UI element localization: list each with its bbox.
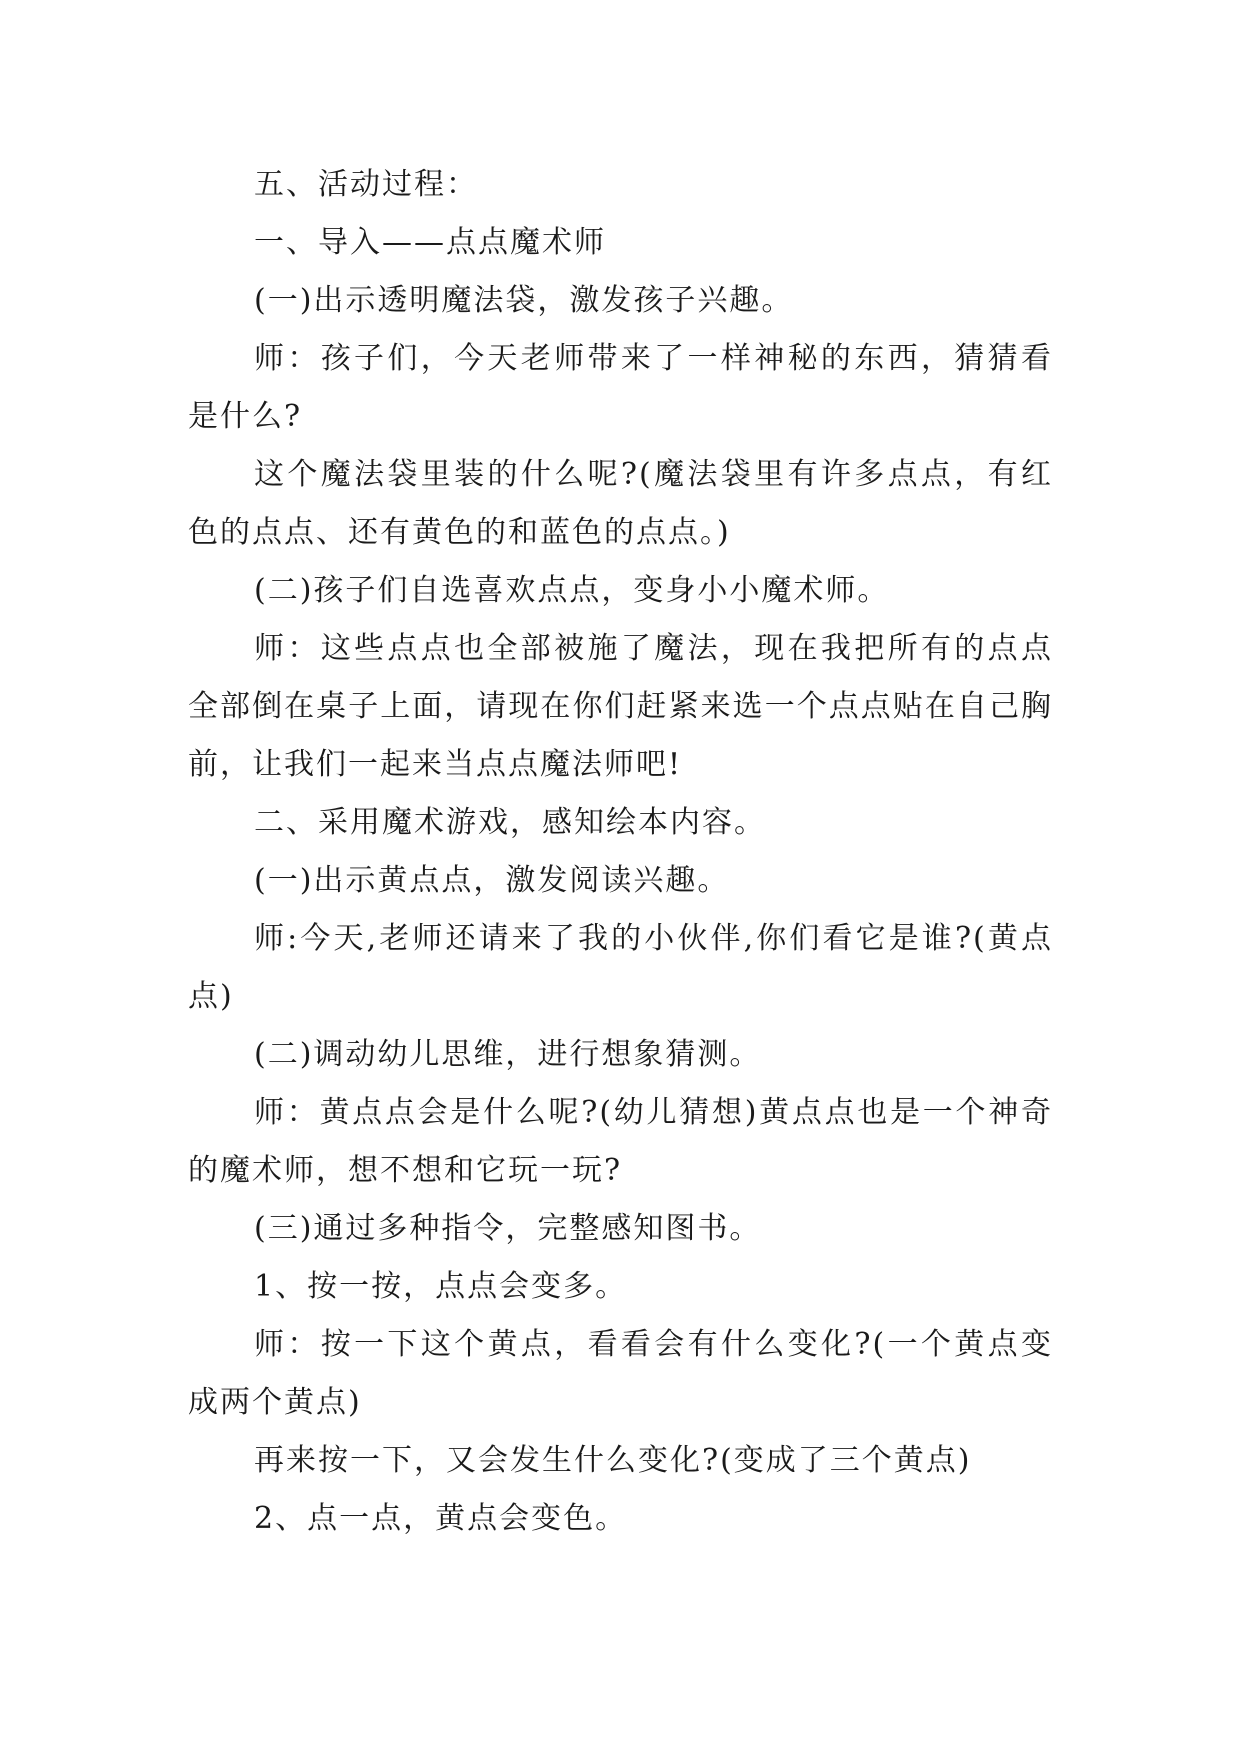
numbered-item: 2、点一点，黄点会变色。 [254,1501,628,1536]
step-heading: (一)出示透明魔法袋，激发孩子兴趣。 [254,283,794,318]
body-paragraph: 这个魔法袋里装的什么呢?(魔法袋里有许多点点，有红色的点点、还有黄色的和蓝色的点点。) [188,457,1053,550]
subsection-heading: 二、采用魔术游戏，感知绘本内容。 [254,805,766,840]
subsection-heading: 一、导入——点点魔术师 [254,225,606,260]
section-heading: 五、活动过程： [254,167,478,202]
step-heading: (三)通过多种指令，完整感知图书。 [254,1211,762,1246]
teacher-dialogue: 师：孩子们，今天老师带来了一样神秘的东西，猜猜看是什么? [188,341,1053,434]
step-heading: (二)调动幼儿思维，进行想象猜测。 [254,1037,762,1072]
teacher-dialogue: 师：黄点点会是什么呢?(幼儿猜想)黄点点也是一个神奇的魔术师，想不想和它玩一玩? [188,1095,1053,1188]
body-paragraph: 再来按一下，又会发生什么变化?(变成了三个黄点) [254,1443,972,1478]
teacher-dialogue: 师:今天,老师还请来了我的小伙伴,你们看它是谁?(黄点点) [188,921,1053,1014]
step-heading: (二)孩子们自选喜欢点点，变身小小魔术师。 [254,573,890,608]
step-heading: (一)出示黄点点，激发阅读兴趣。 [254,863,730,898]
teacher-dialogue: 师：这些点点也全部被施了魔法，现在我把所有的点点全部倒在桌子上面，请现在你们赶紧来选一个点点贴在自己胸前，让我们一起来当点点魔法师吧! [188,631,1053,782]
document-body [188,156,1053,1548]
numbered-item: 1、按一按，点点会变多。 [254,1269,628,1304]
teacher-dialogue: 师：按一下这个黄点，看看会有什么变化?(一个黄点变成两个黄点) [188,1327,1053,1420]
